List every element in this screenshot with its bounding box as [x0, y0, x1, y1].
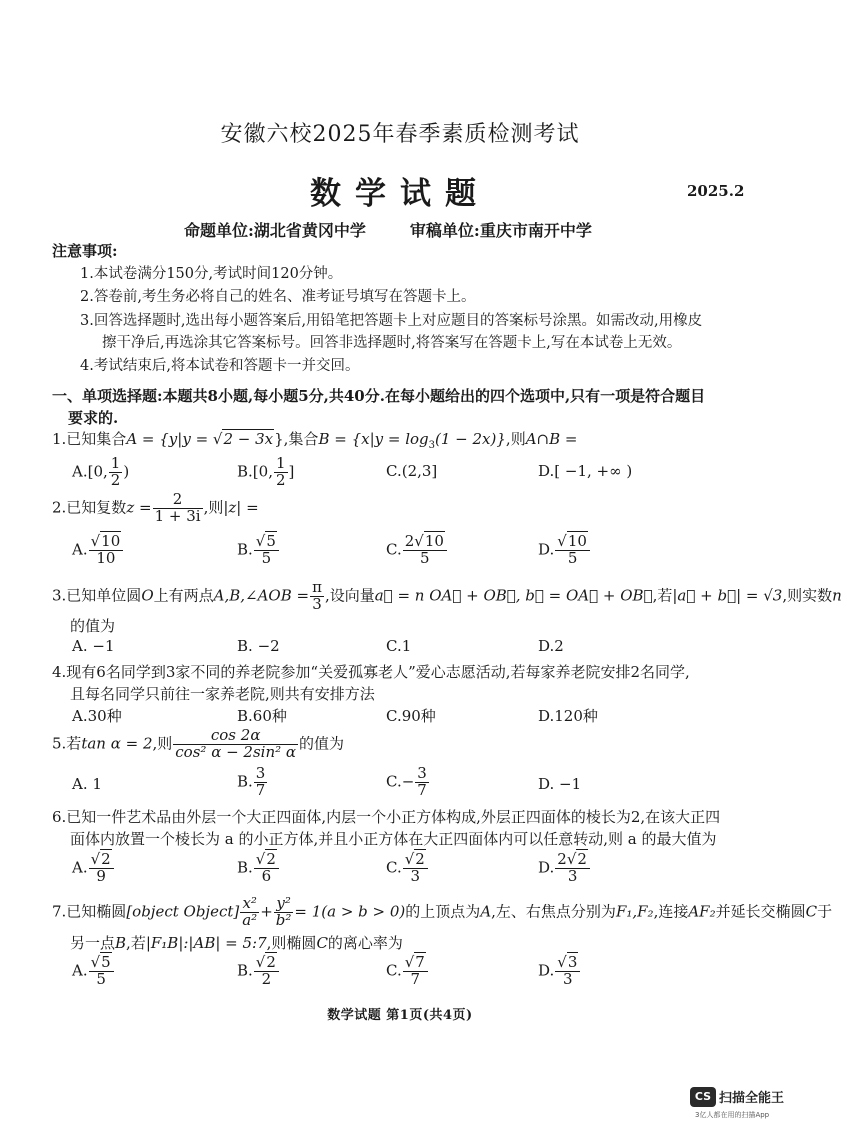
- q4-option-b[interactable]: B.60种: [237, 707, 287, 725]
- q1-option-a[interactable]: A.[0, $\frac{1}{2}$ ): [72, 454, 130, 489]
- question-3-line2: 的值为: [70, 617, 116, 635]
- q6-option-b[interactable]: B. $\frac{√2}{6}$: [237, 852, 280, 885]
- scanner-logo-icon: CS: [690, 1087, 716, 1107]
- q4-option-a[interactable]: A.30种: [72, 707, 122, 725]
- question-1-stem: 1.已知集合A = {y|y = √2 − 3x},集合$B = \{x|y = \log_3(1 - 2x)\}$,则A∩B =: [52, 430, 578, 451]
- section-line: 要求的.: [68, 409, 119, 427]
- note-item: 3.回答选择题时,选出每小题答案后,用铅笔把答题卡上对应题目的答案标号涂黑。如需改动,用橡皮: [80, 313, 703, 329]
- question-4-line1: 4.现有6名同学到3家不同的养老院参加“关爱孤寡老人”爱心志愿活动,若每家养老院安排2名同学,: [52, 663, 690, 681]
- q1-option-c[interactable]: C.(2,3]: [386, 462, 438, 480]
- question-7-line2: 另一点B,若|F₁B|:|AB| = 5:7,则椭圆C的离心率为: [70, 934, 403, 952]
- q3-option-d[interactable]: D.2: [538, 637, 564, 655]
- q2-option-a[interactable]: A. $\frac{√10}{10}$: [72, 534, 124, 567]
- note-item: 1.本试卷满分150分,考试时间120分钟。: [80, 266, 343, 282]
- review-unit: 审稿单位:重庆市南开中学: [409, 221, 592, 240]
- question-4-line2: 且每名同学只前往一家养老院,则共有安排方法: [70, 685, 375, 703]
- question-2-stem: 2.已知复数z = $\frac{2}{1 + 3i}$ ,则|z| =: [52, 490, 259, 525]
- question-6-line1: 6.已知一件艺术品由外层一个大正四面体,内层一个小正方体构成,外层正四面体的棱长为2,在该大正四: [52, 808, 721, 826]
- notes-heading: 注意事项:: [52, 242, 118, 260]
- scanner-app-name: 扫描全能王: [719, 1091, 785, 1106]
- q5-option-c[interactable]: C.− $\frac{3}{7}$: [386, 764, 427, 799]
- q6-option-a[interactable]: A. $\frac{√2}{9}$: [72, 852, 115, 885]
- q7-option-c[interactable]: C. $\frac{√7}{7}$: [386, 955, 429, 988]
- note-item: 4.考试结束后,将本试卷和答题卡一并交回。: [80, 358, 360, 374]
- q5-option-d[interactable]: D. −1: [538, 775, 582, 793]
- q2-option-d[interactable]: D. $\frac{√10}{5}$: [538, 534, 591, 567]
- q6-option-c[interactable]: C. $\frac{√2}{3}$: [386, 852, 429, 885]
- note-item: 擦干净后,再选涂其它答案标号。回答非选择题时,将答案写在答题卡上,写在本试卷上无效。: [102, 335, 682, 351]
- q5-option-b[interactable]: B. $\frac{3}{7}$: [237, 764, 266, 799]
- q3-option-a[interactable]: A. −1: [72, 637, 115, 655]
- scanner-app-tagline: 3亿人都在用的扫描App: [695, 1111, 770, 1119]
- note-item: 2.答卷前,考生务必将自己的姓名、准考证号填写在答题卡上。: [80, 289, 476, 305]
- q4-option-d[interactable]: D.120种: [538, 707, 598, 725]
- q2-option-c[interactable]: C. $\frac{2√10}{5}$: [386, 534, 448, 567]
- q7-option-a[interactable]: A. $\frac{√5}{5}$: [72, 955, 115, 988]
- q7-option-b[interactable]: B. $\frac{√2}{2}$: [237, 955, 280, 988]
- q6-option-d[interactable]: D. $\frac{2√2}{3}$: [538, 852, 591, 885]
- question-3-stem: 3.已知单位圆O上有两点A,B,∠AOB = $\frac{\pi}{3}$ ,设向量a⃗ = n OA⃗ + OB⃗, b⃗ = OA⃗ + OB⃗,若|a⃗ + b⃗| = √3,则实数n: [52, 578, 842, 613]
- exam-title: 安徽六校2025年春季素质检测考试: [220, 122, 580, 147]
- q1-option-d[interactable]: D.[ −1, +∞ ): [538, 462, 633, 480]
- q4-option-c[interactable]: C.90种: [386, 707, 436, 725]
- q1-option-b[interactable]: B.[0, $\frac{1}{2}$ ]: [237, 454, 295, 489]
- question-6-line2: 面体内放置一个棱长为 a 的小正方体,并且小正方体在大正四面体内可以任意转动,则 a 的最大值为: [70, 830, 717, 848]
- section-line: 一、单项选择题:本题共8小题,每小题5分,共40分.在每小题给出的四个选项中,只有一项是符合题目: [52, 387, 706, 405]
- author-unit: 命题单位:湖北省黄冈中学: [184, 221, 366, 240]
- exam-date: 2025.2: [687, 182, 745, 200]
- q3-option-b[interactable]: B. −2: [237, 637, 280, 655]
- q7-option-d[interactable]: D. $\frac{√3}{3}$: [538, 955, 581, 988]
- q5-option-a[interactable]: A. 1: [72, 775, 102, 793]
- page-footer: 数学试题 第1页(共4页): [327, 1008, 473, 1023]
- question-7-stem: 7.已知椭圆[object Object] $\frac{\text{x²}}{\text{a²}}$ + $\frac{\text{y²}}{\text{b²}}$ = 1(a > b > 0)的上顶点为A,左、右焦点分别为F₁,F₂,连接AF₂并延长交椭圆C于: [52, 894, 833, 929]
- section-heading: [52, 385, 705, 429]
- authoring-units: [184, 218, 636, 241]
- subject-title: 数学试题: [310, 176, 490, 212]
- q3-option-c[interactable]: C.1: [386, 637, 412, 655]
- q2-option-b[interactable]: B. $\frac{√5}{5}$: [237, 534, 280, 567]
- question-5-stem: 5.若tan α = 2,则 $\frac{\cos 2\alpha}{\text{cos² α − 2sin² α}}$ 的值为: [52, 726, 345, 761]
